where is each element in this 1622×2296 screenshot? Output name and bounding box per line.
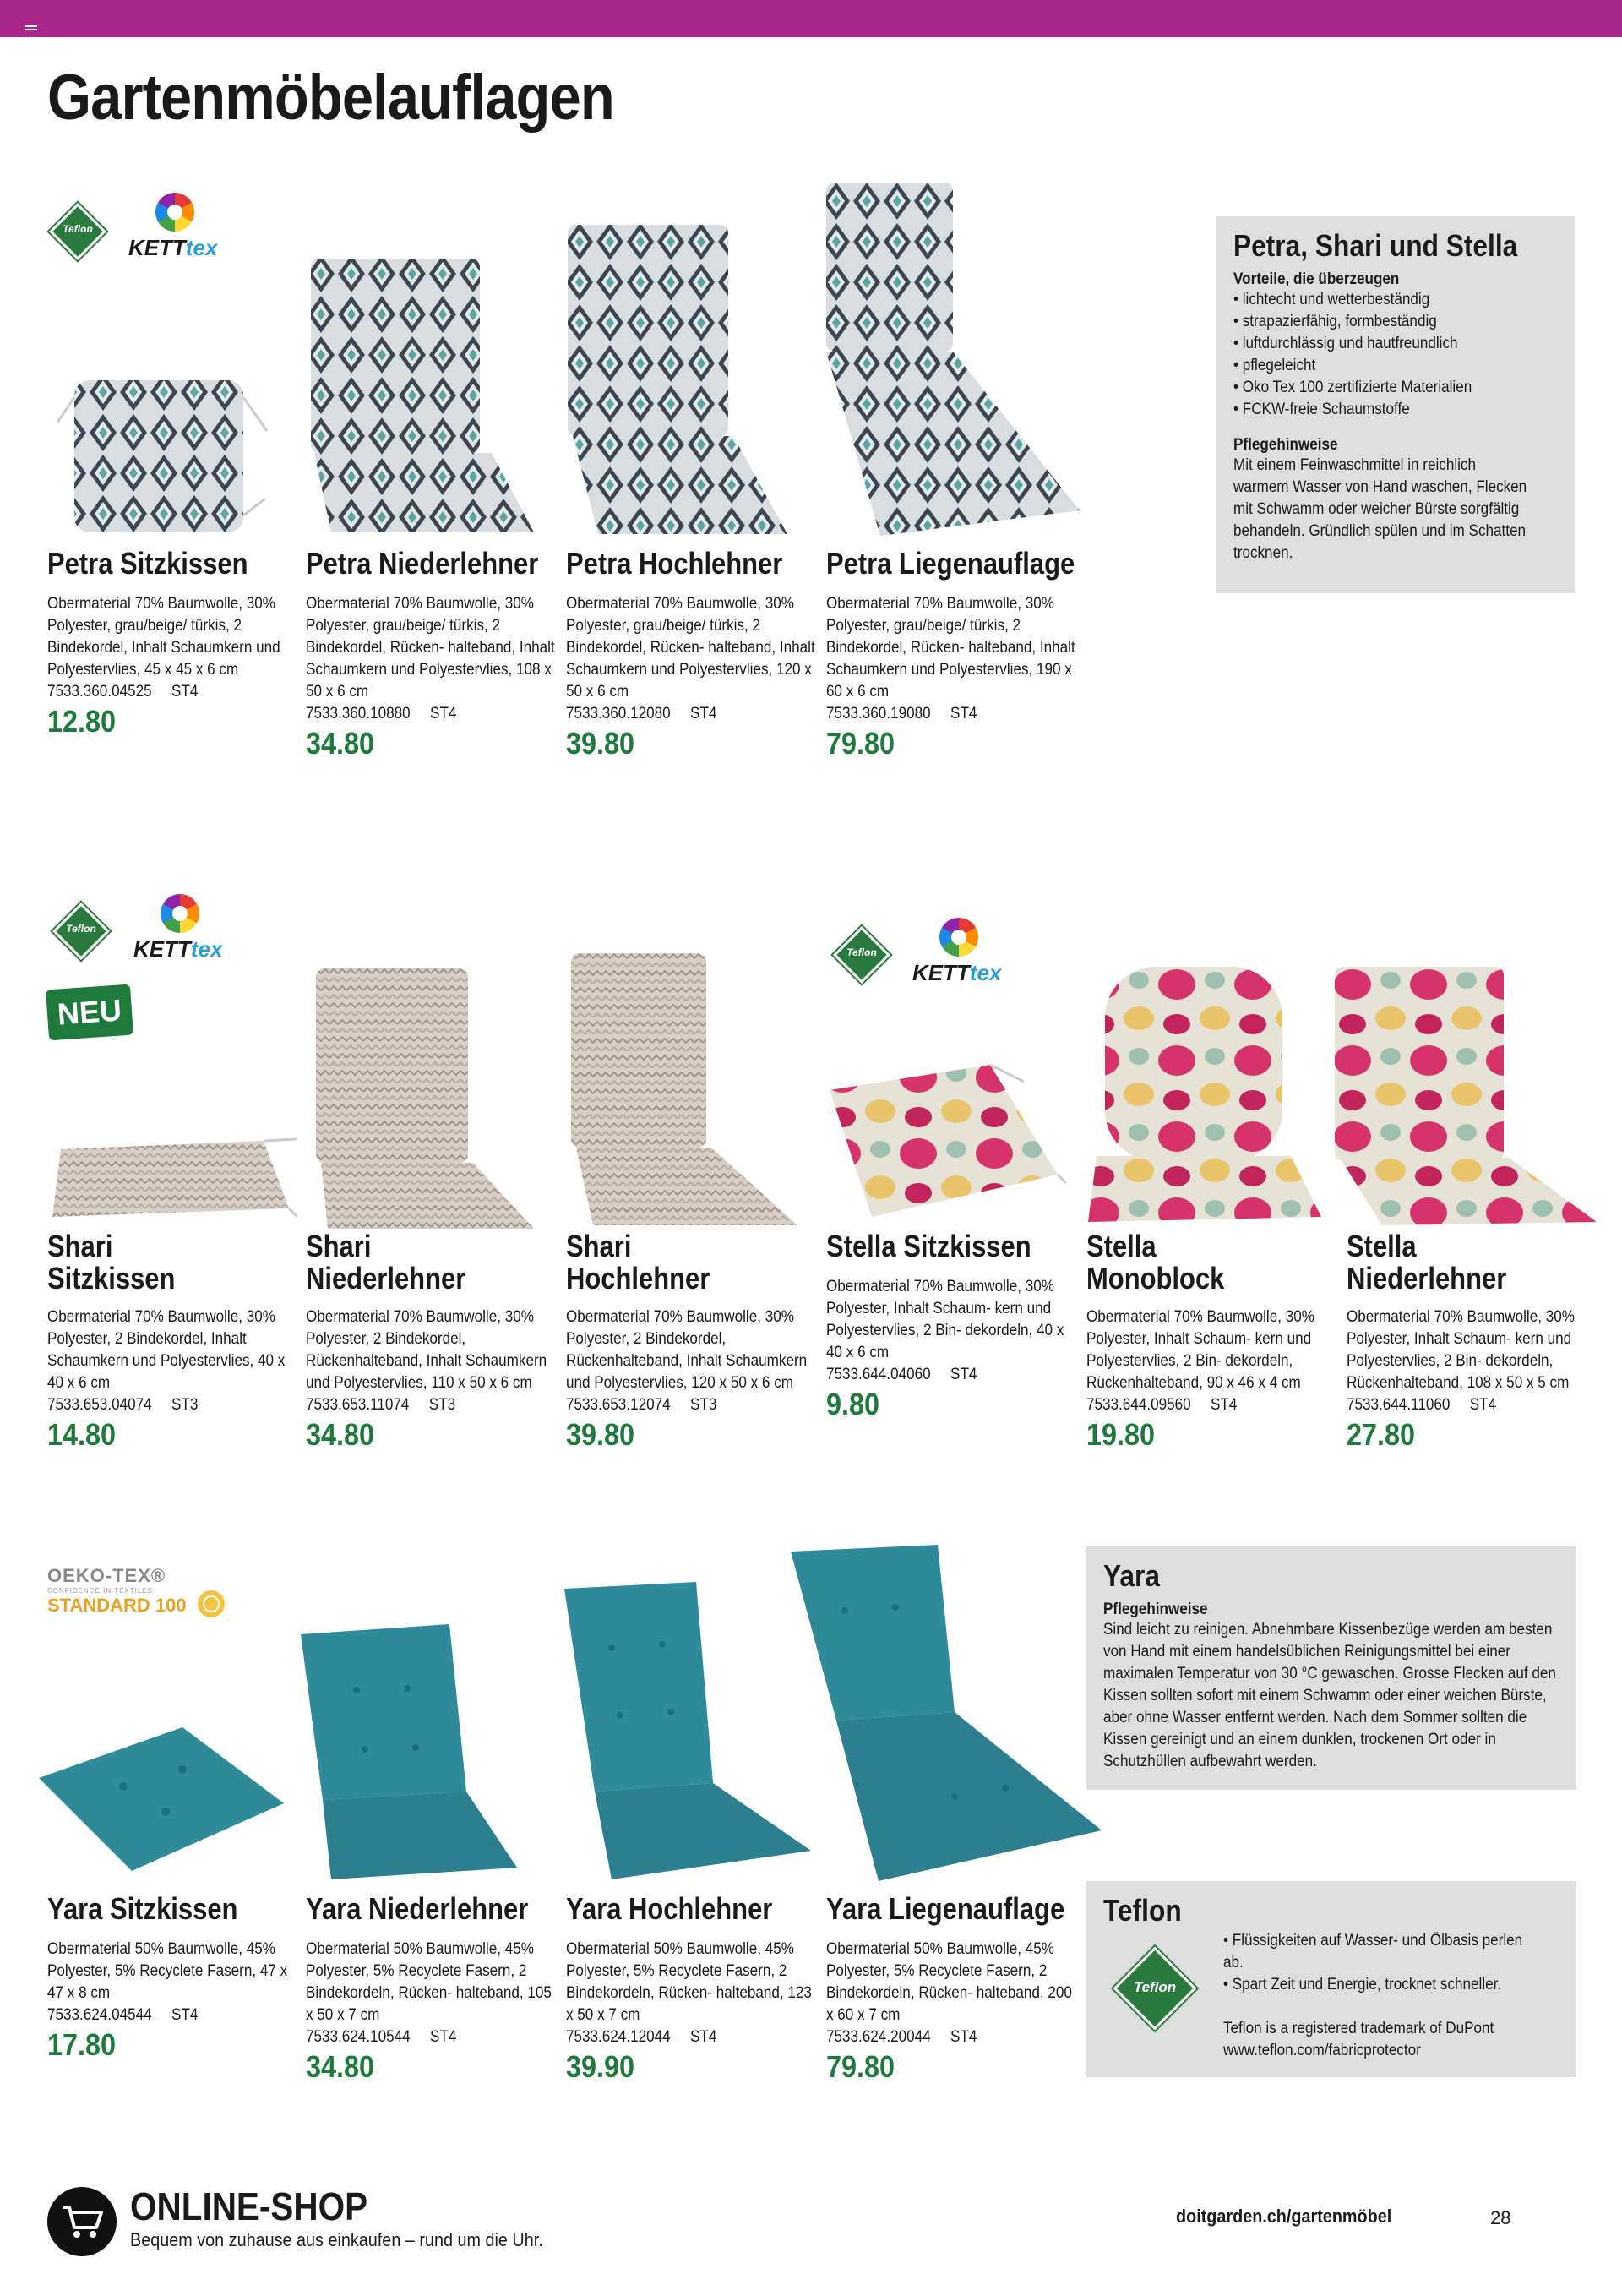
page-number: 28	[1490, 2207, 1511, 2228]
product-description: Obermaterial 70% Baumwolle, 30% Polyester, Inhalt Schaum- kern und Polyestervlies, 2 Bin- dekordeln, Rückenhalteband, 90 x 46 x 4 cm	[1086, 1308, 1314, 1392]
product-petra-sitzkissen[interactable]	[47, 548, 301, 739]
teflon-benefits-list	[1223, 1930, 1561, 1996]
product-name: Petra Niederlehner	[306, 546, 539, 581]
product-sku: 7533.644.11060 ST4	[1347, 1396, 1497, 1414]
product-name: Sitzkissen	[47, 1261, 176, 1295]
product-sku: 7533.644.09560 ST4	[1086, 1396, 1238, 1414]
product-description: Obermaterial 70% Baumwolle, 30% Polyester, grau/beige/ türkis, 2 Bindekordel, Rücken- halteband, Inhalt Schaumkern und Polyestervlies, 108 x 50 x 6 cm	[306, 595, 555, 701]
product-price: 39.80	[566, 1417, 635, 1452]
stella-niederlehner-image	[1331, 963, 1602, 1230]
product-sku: 7533.360.04525 ST4	[47, 683, 199, 701]
product-name: Shari	[47, 1229, 113, 1263]
info-box-petra-shari-stella	[1216, 216, 1575, 593]
product-description: Obermaterial 70% Baumwolle, 30% Polyester, 2 Bindekordel, Rückenhalteband, Inhalt Schaumkern und Polyestervlies, 110 x 50 x 6 cm	[306, 1308, 547, 1392]
stella-monoblock-image	[1080, 963, 1325, 1227]
product-name: Yara Hochlehner	[566, 1891, 773, 1926]
teflon-badge-icon: Teflon	[52, 903, 110, 960]
info-text: Sind leicht zu reinigen. Abnehmbare Kissenbezüge werden am besten von Hand mit einem handelsüblichen Reinigungsmittel bei einer maximalen Temperatur von 30 °C gewaschen. Grosse Flecken auf den Kissen sollten sofort mit einem Schwamm oder einer weichen Bürste, aber ohne Wasser entfernt werden. Nach dem Sommer sollten die Kissen gereinigt und an einem dunklen, trockenen Ort oder in Schutzhüllen aufbewahrt werden.	[1103, 1621, 1556, 1770]
product-price: 14.80	[47, 1417, 117, 1452]
product-name: Stella Sitzkissen	[826, 1229, 1031, 1263]
online-shop-tagline: Bequem von zuhause aus einkaufen – rund um die Uhr.	[130, 2229, 543, 2250]
info-subtitle: Vorteile, die überzeugen	[1233, 270, 1400, 288]
kettex-logo-icon: KETTtex	[133, 894, 235, 970]
product-stella-sitzkissen[interactable]	[826, 1230, 1080, 1421]
yara-liegenauflage-image	[786, 1543, 1107, 1884]
product-price: 79.80	[826, 726, 895, 761]
product-sku: 7533.653.12074 ST3	[566, 1396, 717, 1414]
product-shari-hochlehner[interactable]	[566, 1230, 819, 1452]
product-petra-liegenauflage[interactable]	[826, 548, 1080, 761]
petra-hochlehner-image	[564, 221, 794, 543]
list-item: • lichtecht und wetterbeständig	[1233, 289, 1526, 311]
product-description: Obermaterial 70% Baumwolle, 30% Polyester, 2 Bindekordel, Rückenhalteband, Inhalt Schaumkern und Polyestervlies, 120 x 50 x 6 cm	[566, 1308, 808, 1392]
product-shari-sitzkissen[interactable]	[47, 1230, 301, 1452]
website-link[interactable]: doitgarden.ch/gartenmöbel	[1176, 2206, 1392, 2227]
product-name: Shari	[566, 1229, 632, 1263]
teflon-badge-icon: Teflon	[1108, 1942, 1201, 2035]
product-price: 12.80	[47, 704, 117, 739]
info-text: Mit einem Feinwaschmittel in reichlich warmem Wasser von Hand waschen, Flecken mit Schwamm oder weicher Bürste sorgfältig behandeln. Gründlich spülen und im Schatten trocknen.	[1233, 456, 1527, 562]
product-sku: 7533.644.04060 ST4	[826, 1366, 977, 1383]
kettex-logo-icon: KETTtex	[128, 193, 230, 269]
petra-liegenauflage-image	[821, 181, 1083, 544]
teflon-badge-icon: Teflon	[49, 203, 106, 260]
product-petra-niederlehner[interactable]	[306, 548, 559, 761]
page-title: Gartenmöbelauflagen	[47, 62, 614, 134]
shari-hochlehner-image	[568, 950, 804, 1234]
product-sku: 7533.360.12080 ST4	[566, 705, 717, 723]
product-stella-monoblock[interactable]	[1086, 1230, 1340, 1452]
product-price: 79.80	[826, 2049, 895, 2084]
product-sku: 7533.624.04544 ST4	[47, 2006, 199, 2024]
info-title: Yara	[1103, 1558, 1160, 1593]
product-name: Yara Niederlehner	[306, 1891, 529, 1926]
product-name: Petra Liegenauflage	[826, 546, 1075, 581]
product-petra-hochlehner[interactable]	[566, 548, 819, 761]
info-title: Teflon	[1103, 1893, 1182, 1928]
product-name: Hochlehner	[566, 1261, 710, 1295]
list-item: • Flüssigkeiten auf Wasser- und Ölbasis perlen ab.	[1223, 1930, 1527, 1974]
shari-sitzkissen-image	[44, 1124, 297, 1234]
benefits-list	[1233, 289, 1558, 421]
product-sku: 7533.624.12044 ST4	[566, 2028, 717, 2046]
product-name: Stella	[1347, 1229, 1417, 1263]
menu-icon	[25, 25, 37, 30]
product-yara-liegenauflage[interactable]	[826, 1893, 1080, 2084]
info-title: Petra, Shari und Stella	[1233, 228, 1518, 263]
yara-hochlehner-image	[561, 1580, 814, 1883]
info-box-teflon	[1086, 1881, 1576, 2077]
oeko-tex-logo-icon: OEKO-TEX® CONFIDENCE IN TEXTILES STANDARD 100	[47, 1565, 233, 1624]
list-item: • luftdurchlässig und hautfreundlich	[1233, 333, 1526, 355]
top-bar	[0, 0, 1622, 37]
product-name: Niederlehner	[306, 1261, 466, 1295]
product-price: 27.80	[1347, 1417, 1416, 1452]
list-item: • strapazierfähig, formbeständig	[1233, 311, 1526, 333]
info-subtitle: Pflegehinweise	[1233, 436, 1338, 454]
yara-sitzkissen-image	[30, 1719, 292, 1879]
product-price: 34.80	[306, 1417, 375, 1452]
product-name: Yara Liegenauflage	[826, 1891, 1065, 1926]
shari-niederlehner-image	[313, 965, 541, 1234]
product-name: Stella	[1086, 1229, 1157, 1263]
product-description: Obermaterial 70% Baumwolle, 30% Polyester, 2 Bindekordel, Inhalt Schaumkern und Polyestervlies, 40 x 40 x 6 cm	[47, 1308, 286, 1392]
product-stella-niederlehner[interactable]	[1347, 1230, 1600, 1452]
product-description: Obermaterial 70% Baumwolle, 30% Polyester, Inhalt Schaum- kern und Polyestervlies, 2 Bin- dekordeln, 40 x 40 x 6 cm	[826, 1278, 1064, 1361]
product-price: 19.80	[1086, 1417, 1156, 1452]
info-subtitle: Pflegehinweise	[1103, 1601, 1208, 1618]
teflon-trademark: Teflon is a registered trademark of DuPont	[1223, 2020, 1494, 2037]
product-name: Petra Hochlehner	[566, 546, 783, 581]
product-sku: 7533.624.20044 ST4	[826, 2028, 977, 2046]
product-price: 39.80	[566, 726, 635, 761]
product-description: Obermaterial 50% Baumwolle, 45% Polyester, 5% Recyclete Fasern, 47 x 47 x 8 cm	[47, 1940, 288, 2002]
product-price: 9.80	[826, 1387, 880, 1421]
petra-sitzkissen-image	[57, 372, 269, 541]
product-name: Niederlehner	[1347, 1261, 1507, 1295]
product-yara-sitzkissen[interactable]	[47, 1893, 301, 2062]
product-sku: 7533.360.19080 ST4	[826, 705, 977, 723]
info-box-yara	[1086, 1546, 1576, 1790]
list-item: • Öko Tex 100 zertifizierte Materialien	[1233, 377, 1526, 399]
product-yara-hochlehner[interactable]	[566, 1893, 819, 2084]
product-name: Petra Sitzkissen	[47, 546, 248, 581]
stella-sitzkissen-image	[821, 1056, 1066, 1225]
product-sku: 7533.653.04074 ST3	[47, 1396, 199, 1414]
product-description: Obermaterial 50% Baumwolle, 45% Polyester, 5% Recyclete Fasern, 2 Bindekordeln, Rücken- halteband, 105 x 50 x 7 cm	[306, 1940, 552, 2024]
list-item: • FCKW-freie Schaumstoffe	[1233, 399, 1526, 421]
online-shop-heading: ONLINE-SHOP	[130, 2184, 368, 2228]
product-price: 39.90	[566, 2049, 635, 2084]
petra-niederlehner-image	[306, 254, 542, 545]
product-shari-niederlehner[interactable]	[306, 1230, 559, 1452]
shopping-cart-icon[interactable]	[47, 2187, 117, 2256]
product-description: Obermaterial 70% Baumwolle, 30% Polyester, grau/beige/ türkis, 2 Bindekordel, Inhalt Schaumkern und Polyestervlies, 45 x 45 x 6 cm	[47, 595, 280, 679]
product-sku: 7533.653.11074 ST3	[306, 1396, 456, 1414]
product-price: 17.80	[47, 2027, 117, 2062]
teflon-badge-icon: Teflon	[833, 926, 890, 984]
product-price: 34.80	[306, 726, 375, 761]
yara-niederlehner-image	[297, 1622, 525, 1883]
list-item: • Spart Zeit und Energie, trocknet schneller.	[1223, 1974, 1527, 1996]
product-description: Obermaterial 70% Baumwolle, 30% Polyester, grau/beige/ türkis, 2 Bindekordel, Rücken- halteband, Inhalt Schaumkern und Polyestervlies, 120 x 50 x 6 cm	[566, 595, 815, 701]
product-sku: 7533.624.10544 ST4	[306, 2028, 457, 2046]
product-name: Yara Sitzkissen	[47, 1891, 238, 1926]
kettex-logo-icon: KETTtex	[912, 918, 1014, 994]
product-name: Monoblock	[1086, 1261, 1225, 1295]
product-sku: 7533.360.10880 ST4	[306, 705, 457, 723]
product-description: Obermaterial 50% Baumwolle, 45% Polyester, 5% Recyclete Fasern, 2 Bindekordeln, Rücken- halteband, 200 x 60 x 7 cm	[826, 1940, 1072, 2024]
product-description: Obermaterial 70% Baumwolle, 30% Polyester, grau/beige/ türkis, 2 Bindekordel, Rücken- halteband, Inhalt Schaumkern und Polyestervlies, 190 x 60 x 6 cm	[826, 595, 1075, 701]
teflon-url[interactable]: www.teflon.com/fabricprotector	[1223, 2042, 1421, 2059]
product-yara-niederlehner[interactable]	[306, 1893, 559, 2084]
product-description: Obermaterial 50% Baumwolle, 45% Polyester, 5% Recyclete Fasern, 2 Bindekordeln, Rücken- halteband, 123 x 50 x 7 cm	[566, 1940, 812, 2024]
new-badge: NEU	[46, 984, 133, 1041]
product-description: Obermaterial 70% Baumwolle, 30% Polyester, Inhalt Schaum- kern und Polyestervlies, 2 Bin- dekordeln, Rückenhalteband, 108 x 50 x 5 cm	[1347, 1308, 1575, 1392]
product-price: 34.80	[306, 2049, 375, 2084]
product-name: Shari	[306, 1229, 372, 1263]
list-item: • pflegeleicht	[1233, 355, 1526, 377]
